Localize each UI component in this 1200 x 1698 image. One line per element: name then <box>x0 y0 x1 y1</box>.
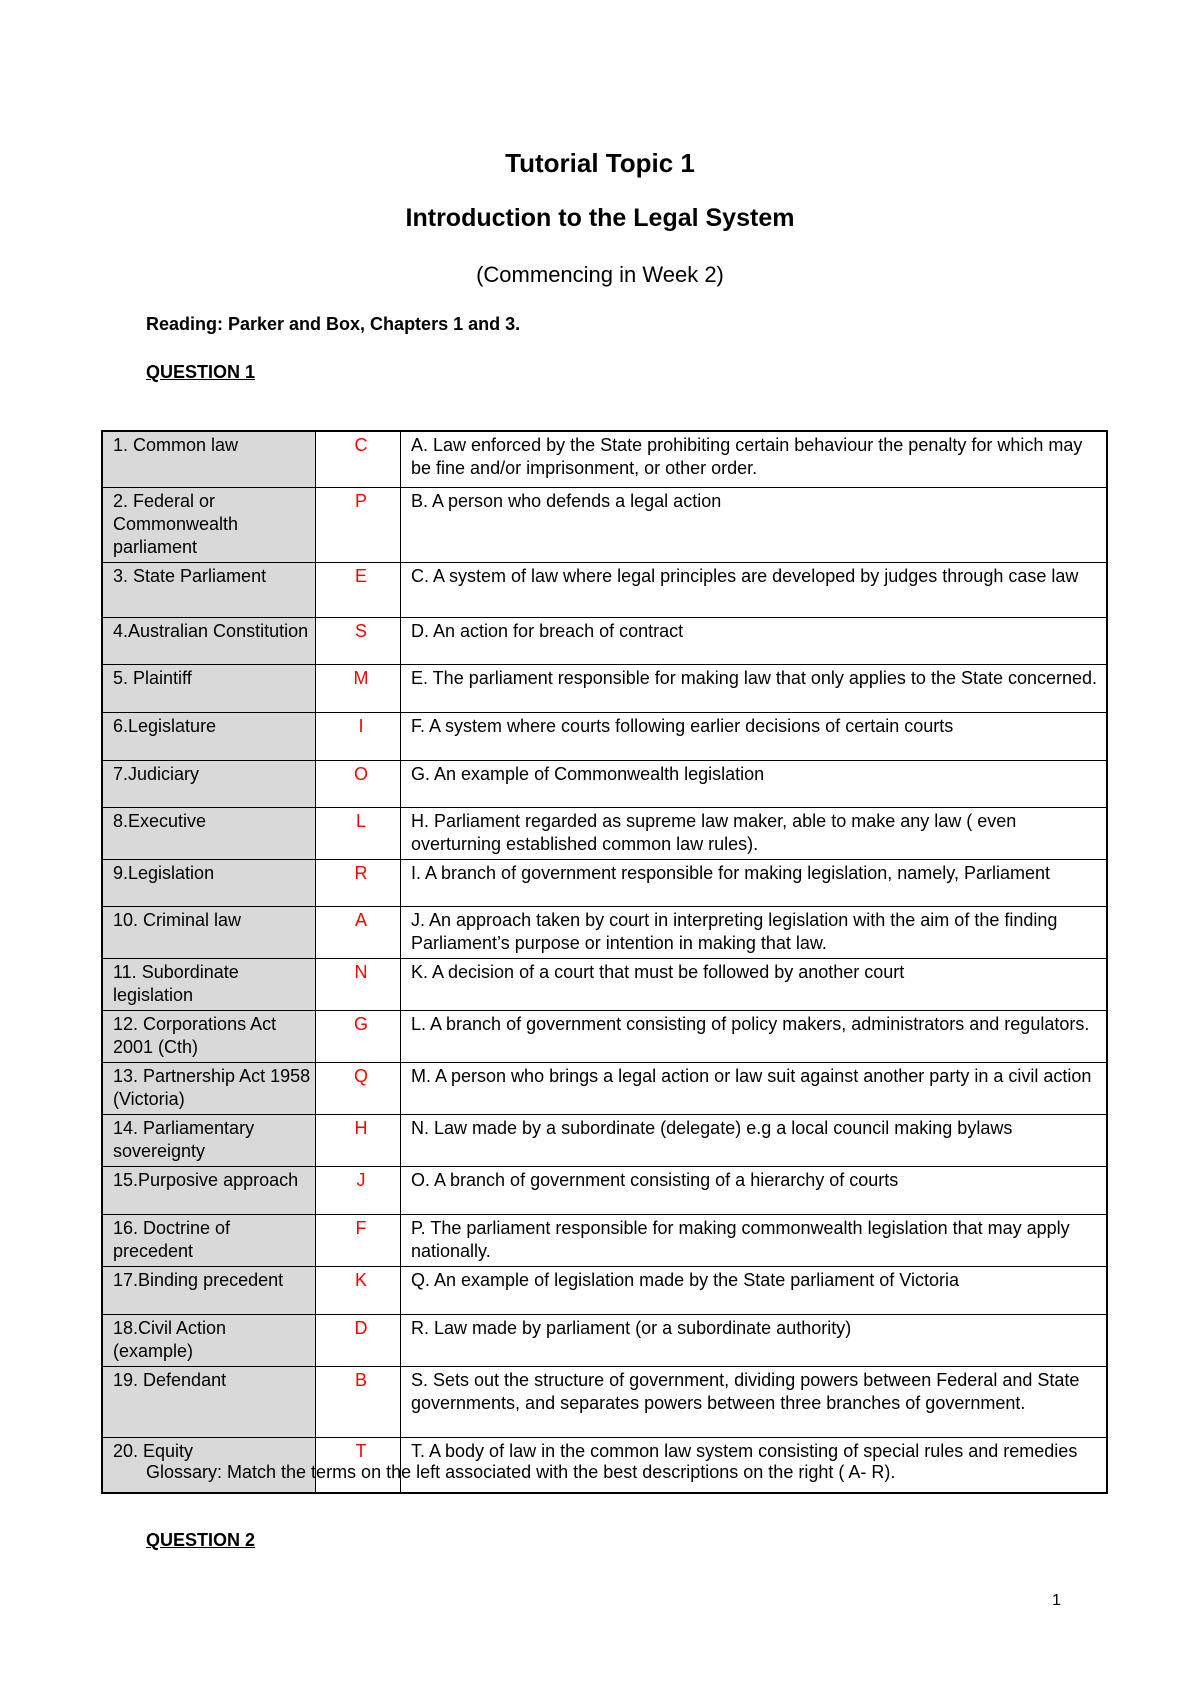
commencing-note: (Commencing in Week 2) <box>476 262 724 287</box>
page-subtitle: Introduction to the Legal System <box>405 204 795 232</box>
answer-cell: S <box>316 617 401 664</box>
term-cell <box>102 712 316 760</box>
reading-line: Reading: Parker and Box, Chapters 1 and 3. <box>146 314 521 334</box>
term-cell: 12. Corporations Act 2001 (Cth) <box>102 1010 316 1062</box>
description-cell: I. A branch of government responsible for making legislation, namely, Parliament <box>401 859 1108 906</box>
table-row <box>102 664 1107 712</box>
description-cell: N. Law made by a subordinate (delegate) e.g a local council making bylaws <box>401 1114 1108 1166</box>
description-cell: Q. An example of legislation made by the State parliament of Victoria <box>401 1266 1108 1314</box>
description-cell: G. An example of Commonwealth legislation <box>401 760 1108 807</box>
term-cell: 14. Parliamentary sovereignty <box>102 1114 316 1166</box>
term-text: 6.Legislature <box>113 715 217 736</box>
table-row <box>102 1314 1107 1366</box>
description-cell: E. The parliament responsible for making law that only applies to the State concerned. <box>401 664 1108 712</box>
table-row <box>102 1166 1107 1214</box>
table-row <box>102 712 1107 760</box>
table-row <box>102 1010 1107 1062</box>
table-row <box>102 859 1107 906</box>
description-cell: S. Sets out the structure of government, dividing powers between Federal and State governments, and separates powers between three branches of government. <box>401 1366 1108 1437</box>
answer-cell: C <box>316 431 401 487</box>
answer-cell: Q <box>316 1062 401 1114</box>
description-cell: B. A person who defends a legal action <box>401 487 1108 562</box>
table-row <box>102 487 1107 562</box>
answer-cell: E <box>316 562 401 617</box>
term-cell: 7.Judiciary <box>102 760 316 807</box>
page-title: Tutorial Topic 1 <box>505 148 695 178</box>
table-row <box>102 807 1107 859</box>
table-row <box>102 1214 1107 1266</box>
answer-cell: K <box>316 1266 401 1314</box>
answer-cell: G <box>316 1010 401 1062</box>
table-row <box>102 1062 1107 1114</box>
answer-cell: J <box>316 1166 401 1214</box>
table-row <box>102 1114 1107 1166</box>
term-cell: 5. Plaintiff <box>102 664 316 712</box>
page-number: 1 <box>1052 1592 1061 1609</box>
table-row <box>102 431 1107 487</box>
table-row <box>102 906 1107 958</box>
answer-cell: O <box>316 760 401 807</box>
answer-cell: A <box>316 906 401 958</box>
term-cell: 15.Purposive approach <box>102 1166 316 1214</box>
term-cell: 20. Equity <box>102 1437 316 1493</box>
term-cell: 2. Federal or Commonwealth parliament <box>102 487 316 562</box>
table-row <box>102 958 1107 1010</box>
glossary-instruction: Glossary: Match the terms on the left associated with the best descriptions on the right ( A- R). <box>146 1462 896 1482</box>
answer-cell: L <box>316 807 401 859</box>
answer-cell: H <box>316 1114 401 1166</box>
description-cell: F. A system where courts following earlier decisions of certain courts <box>401 712 1108 760</box>
answer-cell: N <box>316 958 401 1010</box>
answer-cell: F <box>316 1214 401 1266</box>
description-cell: D. An action for breach of contract <box>401 617 1108 664</box>
answer-cell: B <box>316 1366 401 1437</box>
description-cell: H. Parliament regarded as supreme law maker, able to make any law ( even overturning established common law rules). <box>401 807 1108 859</box>
term-cell: 17.Binding precedent <box>102 1266 316 1314</box>
table-row <box>102 617 1107 664</box>
description-cell: C. A system of law where legal principles are developed by judges through case law <box>401 562 1108 617</box>
description-cell: R. Law made by parliament (or a subordinate authority) <box>401 1314 1108 1366</box>
table-row <box>102 760 1107 807</box>
term-cell: 13. Partnership Act 1958 (Victoria) <box>102 1062 316 1114</box>
term-cell: 11. Subordinate legislation <box>102 958 316 1010</box>
term-cell: 16. Doctrine of precedent <box>102 1214 316 1266</box>
description-cell: T. A body of law in the common law system consisting of special rules and remedies <box>401 1437 1108 1493</box>
term-cell: 19. Defendant <box>102 1366 316 1437</box>
description-cell: L. A branch of government consisting of policy makers, administrators and regulators. <box>401 1010 1108 1062</box>
term-cell: 18.Civil Action (example) <box>102 1314 316 1366</box>
answer-cell: P <box>316 487 401 562</box>
term-cell: 4.Australian Constitution <box>102 617 316 664</box>
term-cell: 10. Criminal law <box>102 906 316 958</box>
answer-cell: I <box>316 712 401 760</box>
question-2-heading: QUESTION 2 <box>146 1530 256 1550</box>
term-cell: 9.Legislation <box>102 859 316 906</box>
description-cell: K. A decision of a court that must be followed by another court <box>401 958 1108 1010</box>
description-cell: O. A branch of government consisting of a hierarchy of courts <box>401 1166 1108 1214</box>
description-cell: J. An approach taken by court in interpreting legislation with the aim of the finding Parliament’s purpose or intention in making that law. <box>401 906 1108 958</box>
description-cell: M. A person who brings a legal action or law suit against another party in a civil action <box>401 1062 1108 1114</box>
answer-cell: T <box>316 1437 401 1493</box>
question-1-heading: QUESTION 1 <box>146 362 256 382</box>
answer-cell: R <box>316 859 401 906</box>
term-cell: 3. State Parliament <box>102 562 316 617</box>
description-cell: A. Law enforced by the State prohibiting certain behaviour the penalty for which may be fine and/or imprisonment, or other order. <box>401 431 1108 487</box>
table-row <box>102 1266 1107 1314</box>
answer-cell: D <box>316 1314 401 1366</box>
term-cell: 8.Executive <box>102 807 316 859</box>
answer-cell: M <box>316 664 401 712</box>
description-cell: P. The parliament responsible for making commonwealth legislation that may apply nationally. <box>401 1214 1108 1266</box>
term-cell: 1. Common law <box>102 431 316 487</box>
matching-table <box>101 430 1108 1494</box>
table-row <box>102 562 1107 617</box>
table-row <box>102 1366 1107 1437</box>
